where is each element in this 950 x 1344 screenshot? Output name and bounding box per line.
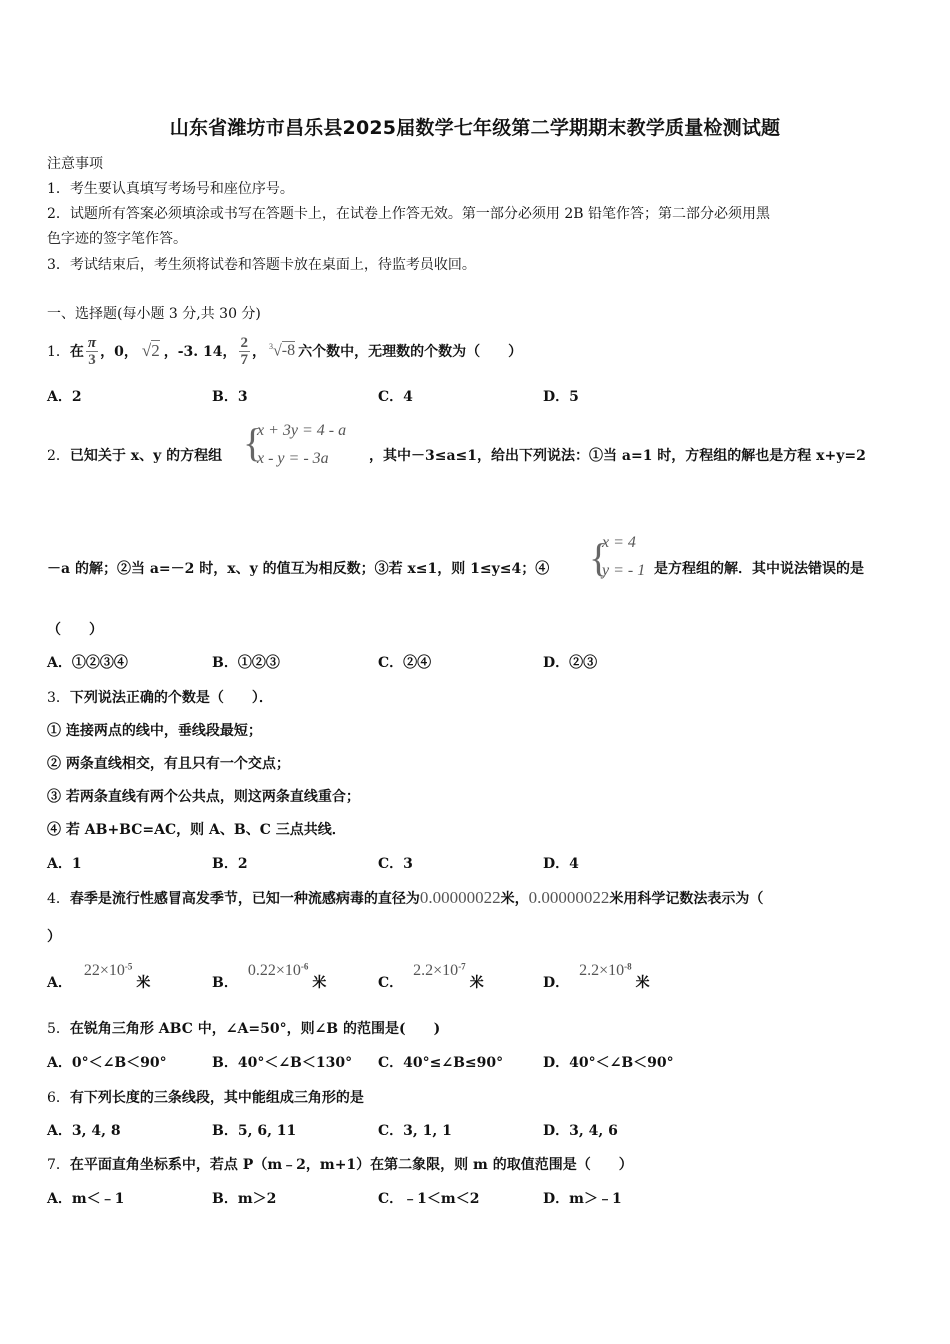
question-number-2: 2．已知关于 x、y 的方程组 [47,448,223,464]
fraction-2-over-7 [239,335,251,368]
solution-x: x = 4 [602,534,636,551]
option-a[interactable]: A．2 [47,389,82,405]
option-b[interactable]: B．m＞2 [212,1191,277,1207]
answer-paren: （ ） [47,622,103,638]
equation-2: x - y = - 3a [257,450,329,467]
brace-icon: { [243,420,263,465]
equation-1: x + 3y = 4 - a [257,422,347,439]
value: 0.00000022 [528,888,610,907]
question-1: 1． 在 $\frac{\pi}{3}$ ，0， √2 ，-3. 14， $\frac{2}{7}$ ， $^3$√-8 六个数中，无理数的个数为（ ） [47,334,523,368]
question-3: 3．下列说法正确的个数是（ ）． [47,690,273,706]
question-text: 在 [69,344,84,360]
option-c[interactable]: C．3, 1, 1 [378,1123,452,1139]
statement-3: ③ 若两条直线有两个公共点，则这两条直线重合； [47,789,360,805]
option-c[interactable]: C．4 [378,389,413,405]
radicand: -8 [281,342,296,360]
option-b[interactable]: B．3 [212,389,248,405]
option-d[interactable]: D．3, 4, 6 [543,1123,618,1139]
option-b[interactable]: B．2 [212,856,248,872]
notice-item: 2．试题所有答案必须填涂或书写在答题卡上，在试卷上作答无效。第一部分必须用 2B 铅笔作答；第二部分必须用黑 [47,206,770,222]
notice-item: 3．考试结束后，考生须将试卷和答题卡放在桌面上，待监考员收回。 [47,257,476,273]
question-text: ，其中－3≤a≤1，给出下列说法：①当 a=1 时，方程组的解也是方程 x+y=2 [369,448,866,464]
question-6: 6．有下列长度的三条线段，其中能组成三角形的是 [47,1090,364,1106]
question-text: ，0， [100,344,138,360]
option-d[interactable]: D．40°＜∠B＜90° [543,1055,674,1071]
question-text: 米用科学记数法表示为（ [609,891,764,907]
option-a[interactable]: A．①②③④ [47,655,128,671]
question-7: 7．在平面直角坐标系中，若点 P（m﹣2，m+1）在第二象限，则 m 的取值范围是（ ） [47,1157,633,1173]
option-d[interactable]: D．$2.2\times 10^{-8}$米 [543,961,650,991]
value: 0.00000022 [419,888,501,907]
option-a[interactable]: A．$22\times 10^{-5}$米 [47,961,151,991]
cube-root-minus-8: $^3$√-8 [269,341,296,360]
question-text: 在平面直角坐标系中，若点 P（m﹣2，m+1）在第二象限，则 m 的取值范围是（ ） [69,1157,633,1173]
numerator: 2 [240,334,249,351]
question-text: －a 的解；②当 a=－2 时，x、y 的值互为相反数；③若 x≤1，则 1≤y≤4；④ [47,561,550,577]
option-a[interactable]: A．1 [47,856,82,872]
option-b[interactable]: B．5, 6, 11 [212,1123,297,1139]
option-a[interactable]: A．3, 4, 8 [47,1123,121,1139]
question-number: 1． [47,344,70,360]
option-c[interactable]: C．40°≤∠B≤90° [378,1055,504,1071]
notice-heading: 注意事项 [47,156,103,172]
question-text: 在锐角三角形 ABC 中，∠A=50°，则∠B 的范围是( ) [69,1021,441,1037]
numerator: π [87,334,97,351]
section-heading: 一、选择题(每小题 3 分,共 30 分) [47,306,261,322]
page-title: 山东省潍坊市昌乐县2025届数学七年级第二学期期末教学质量检测试题 [169,117,781,139]
fraction-pi-over-3 [86,335,98,368]
option-d[interactable]: D．4 [543,856,579,872]
question-4 [47,888,763,908]
statement-4: ④ 若 AB+BC=AC，则 A、B、C 三点共线． [47,822,346,838]
option-d[interactable]: D．5 [543,389,579,405]
question-text: 米， [500,891,529,907]
close-paren: ） [47,929,61,945]
option-a[interactable]: A．0°＜∠B＜90° [47,1055,167,1071]
sqrt-2: √2 [141,341,160,360]
notice-item: 1．考生要认真填写考场号和座位序号。 [47,181,294,197]
solution-y: y = - 1 [602,562,646,579]
denominator: 7 [240,351,249,368]
radicand: 2 [151,341,160,360]
question-text: 下列说法正确的个数是（ ）． [69,690,273,706]
option-d[interactable]: D．②③ [543,655,598,671]
question-text: ，-3. 14， [163,344,237,360]
option-b[interactable]: B．$0.22\times 10^{-6}$米 [212,961,327,991]
question-number: 4． [47,891,70,907]
question-text: 有下列长度的三条线段，其中能组成三角形的是 [69,1090,364,1106]
question-text: 已知关于 x、y 的方程组 [69,448,223,464]
option-d[interactable]: D．m＞﹣1 [543,1191,622,1207]
statement-2: ② 两条直线相交，有且只有一个交点； [47,756,290,772]
notice-item: 色字迹的签字笔作答。 [47,231,187,247]
option-a[interactable]: A．m＜﹣1 [47,1191,125,1207]
option-c[interactable]: C．$2.2\times 10^{-7}$米 [378,961,484,991]
option-c[interactable]: C．﹣1＜m＜2 [378,1191,480,1207]
statement-1: ① 连接两点的线中，垂线段最短； [47,723,262,739]
question-text: 六个数中，无理数的个数为（ ） [298,344,523,360]
question-5: 5．在锐角三角形 ABC 中，∠A=50°，则∠B 的范围是( ) [47,1021,441,1037]
brace-icon: { [589,535,609,580]
option-b[interactable]: B．①②③ [212,655,280,671]
option-b[interactable]: B．40°＜∠B＜130° [212,1055,353,1071]
option-c[interactable]: C．3 [378,856,413,872]
denominator: 3 [88,351,96,368]
question-text: 春季是流行性感冒高发季节，已知一种流感病毒的直径为 [69,891,420,907]
option-c[interactable]: C．②④ [378,655,432,671]
question-text: 是方程组的解．其中说法错误的是 [654,561,864,577]
